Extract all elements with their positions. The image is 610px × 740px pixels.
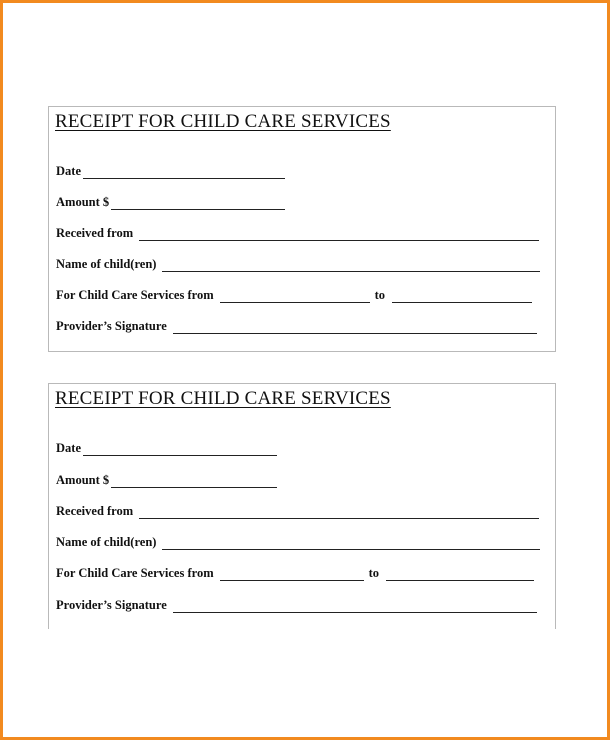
- receipt-form-1: [48, 106, 556, 352]
- signature-field[interactable]: [173, 602, 537, 613]
- amount-label: Amount $: [56, 195, 110, 209]
- amount-row: [56, 195, 285, 210]
- signature-label: Provider’s Signature: [56, 598, 167, 612]
- amount-row: [56, 473, 277, 488]
- signature-field[interactable]: [173, 323, 537, 334]
- signature-row: [56, 598, 537, 613]
- services-period-row: [56, 566, 534, 581]
- received-from-row: [56, 504, 539, 519]
- signature-label: Provider’s Signature: [56, 319, 167, 333]
- receipt-form-2: [48, 383, 556, 629]
- amount-label: Amount $: [56, 473, 110, 487]
- signature-row: [56, 319, 537, 334]
- received-from-row: [56, 226, 539, 241]
- receipt-title: RECEIPT FOR CHILD CARE SERVICES: [55, 388, 391, 409]
- child-name-field[interactable]: [162, 539, 540, 550]
- services-from-field[interactable]: [220, 570, 364, 581]
- child-name-label: Name of child(ren): [56, 535, 157, 549]
- to-label: to: [368, 566, 380, 580]
- amount-field[interactable]: [111, 477, 277, 488]
- date-row: [56, 441, 277, 456]
- to-label: to: [374, 288, 386, 302]
- date-row: [56, 164, 285, 179]
- services-from-field[interactable]: [220, 292, 370, 303]
- received-from-field[interactable]: [139, 230, 539, 241]
- date-label: Date: [56, 164, 81, 178]
- received-from-field[interactable]: [139, 508, 539, 519]
- child-name-label: Name of child(ren): [56, 257, 157, 271]
- child-name-field[interactable]: [162, 261, 540, 272]
- receipt-title: RECEIPT FOR CHILD CARE SERVICES: [55, 111, 391, 132]
- services-period-row: [56, 288, 532, 303]
- received-from-label: Received from: [56, 504, 134, 518]
- amount-field[interactable]: [111, 199, 285, 210]
- date-field[interactable]: [83, 168, 285, 179]
- received-from-label: Received from: [56, 226, 134, 240]
- services-from-label: For Child Care Services from: [56, 288, 214, 302]
- date-label: Date: [56, 441, 81, 455]
- services-to-field[interactable]: [392, 292, 532, 303]
- date-field[interactable]: [83, 445, 277, 456]
- child-name-row: [56, 535, 540, 550]
- services-from-label: For Child Care Services from: [56, 566, 214, 580]
- child-name-row: [56, 257, 540, 272]
- services-to-field[interactable]: [386, 570, 534, 581]
